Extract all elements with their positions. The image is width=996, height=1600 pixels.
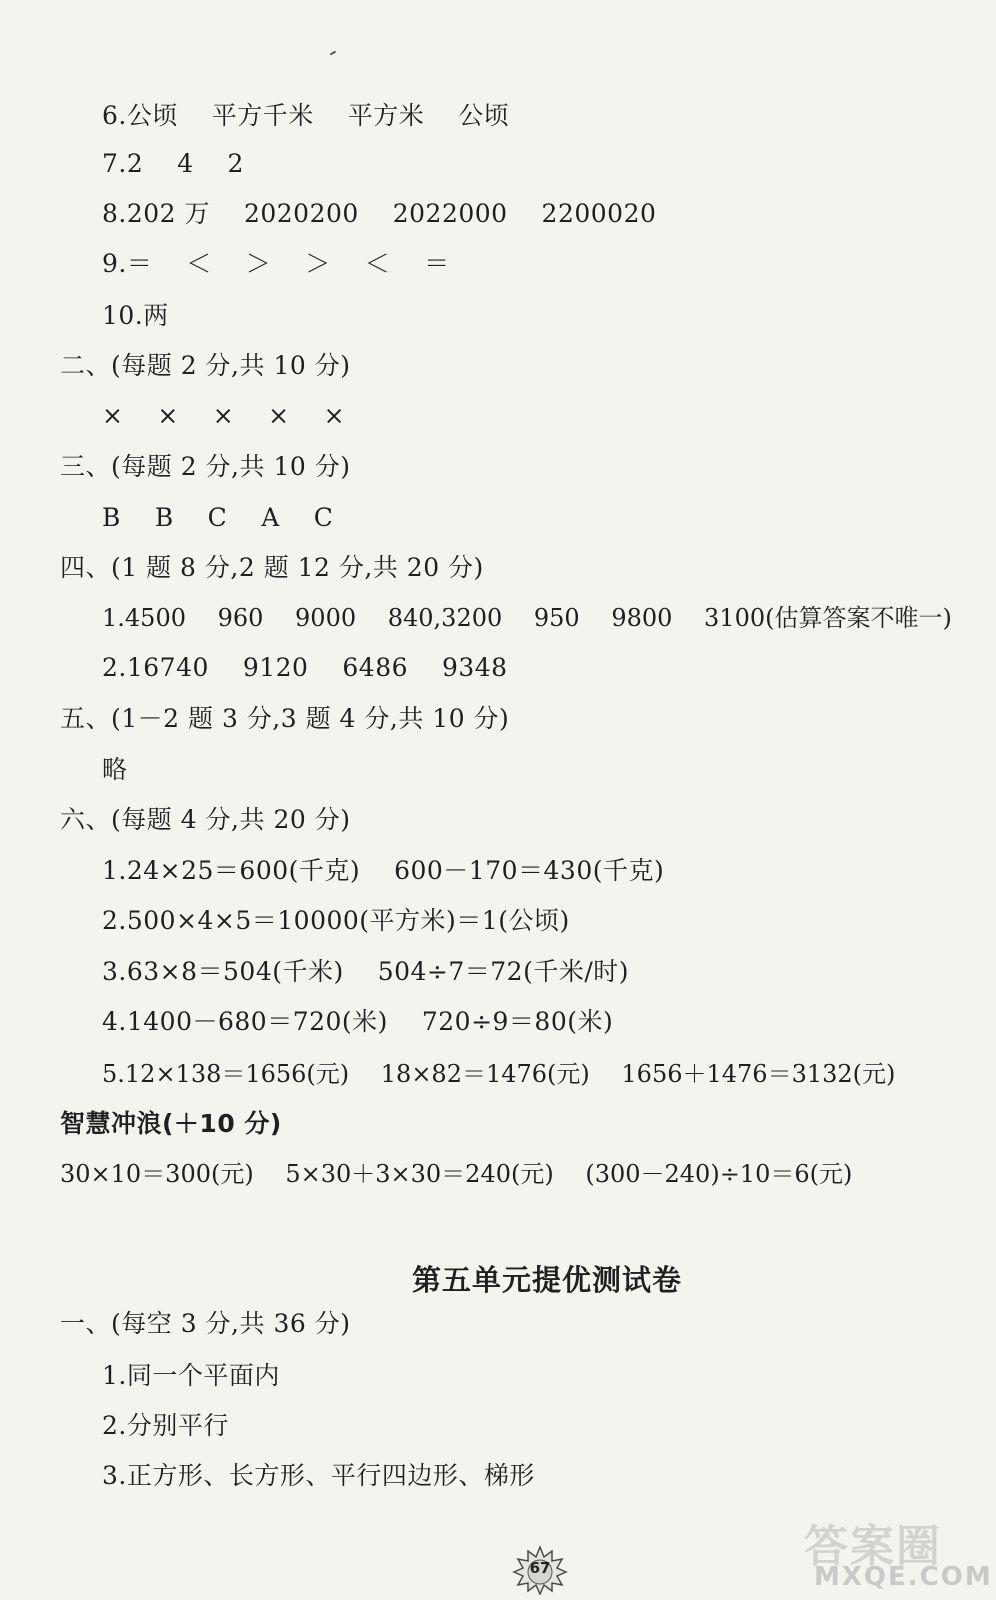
unit-5-answer-1: 1.同一个平面内 <box>102 1361 280 1390</box>
bonus-answer: 30×10＝300(元) 5×30＋3×30＝240(元) (300－240)÷10＝6(元) <box>60 1160 853 1188</box>
section-6-answer-4: 4.1400－680＝720(米) 720÷9＝80(米) <box>102 1007 614 1036</box>
section-6-header: 六、(每题 4 分,共 20 分) <box>60 805 351 834</box>
section-3-header: 三、(每题 2 分,共 10 分) <box>60 452 351 481</box>
unit-5-answer-3: 3.正方形、长方形、平行四边形、梯形 <box>102 1461 535 1490</box>
bonus-header: 智慧冲浪(＋10 分) <box>60 1109 282 1138</box>
section-4-answer-2: 2.16740 9120 6486 9348 <box>102 653 508 682</box>
answer-line-7: 7.2 4 2 <box>102 149 244 178</box>
section-6-answer-3: 3.63×8＝504(千米) 504÷7＝72(千米/时) <box>102 957 630 986</box>
unit-5-title: 第五单元提优测试卷 <box>412 1263 683 1297</box>
answer-line-10: 10.两 <box>102 301 169 330</box>
section-3-answers: B B C A C <box>102 503 334 532</box>
watermark <box>800 1510 993 1596</box>
section-4-header: 四、(1 题 8 分,2 题 12 分,共 20 分) <box>60 553 484 582</box>
ink-speck <box>330 51 336 56</box>
section-6-answer-2: 2.500×4×5＝10000(平方米)＝1(公顷) <box>102 906 570 935</box>
unit-5-answer-2: 2.分别平行 <box>102 1411 229 1440</box>
watermark-site-text: MXQE.COM <box>814 1562 993 1592</box>
section-2-answers: × × × × × <box>102 401 346 430</box>
answer-line-6: 6.公顷 平方千米 平方米 公顷 <box>102 101 510 130</box>
section-6-answer-5: 5.12×138＝1656(元) 18×82＝1476(元) 1656＋1476＝3132(元) <box>102 1060 896 1088</box>
answer-line-9: 9.＝ ＜ ＞ ＞ ＜ ＝ <box>102 249 450 278</box>
watermark-logo-text: 答案圈 <box>804 1521 942 1572</box>
section-5-header: 五、(1－2 题 3 分,3 题 4 分,共 10 分) <box>60 704 510 733</box>
section-2-header: 二、(每题 2 分,共 10 分) <box>60 351 351 380</box>
page-number: 67 <box>529 1559 551 1577</box>
answer-line-8: 8.202 万 2020200 2022000 2200020 <box>102 199 657 228</box>
section-6-answer-1: 1.24×25＝600(千克) 600－170＝430(千克) <box>102 856 665 885</box>
section-5-answer: 略 <box>102 755 128 784</box>
section-4-answer-1: 1.4500 960 9000 840,3200 950 9800 3100(估算答案不唯一) <box>102 604 952 632</box>
unit-5-section-1-header: 一、(每空 3 分,共 36 分) <box>60 1309 351 1338</box>
page-number-badge <box>512 1545 568 1595</box>
